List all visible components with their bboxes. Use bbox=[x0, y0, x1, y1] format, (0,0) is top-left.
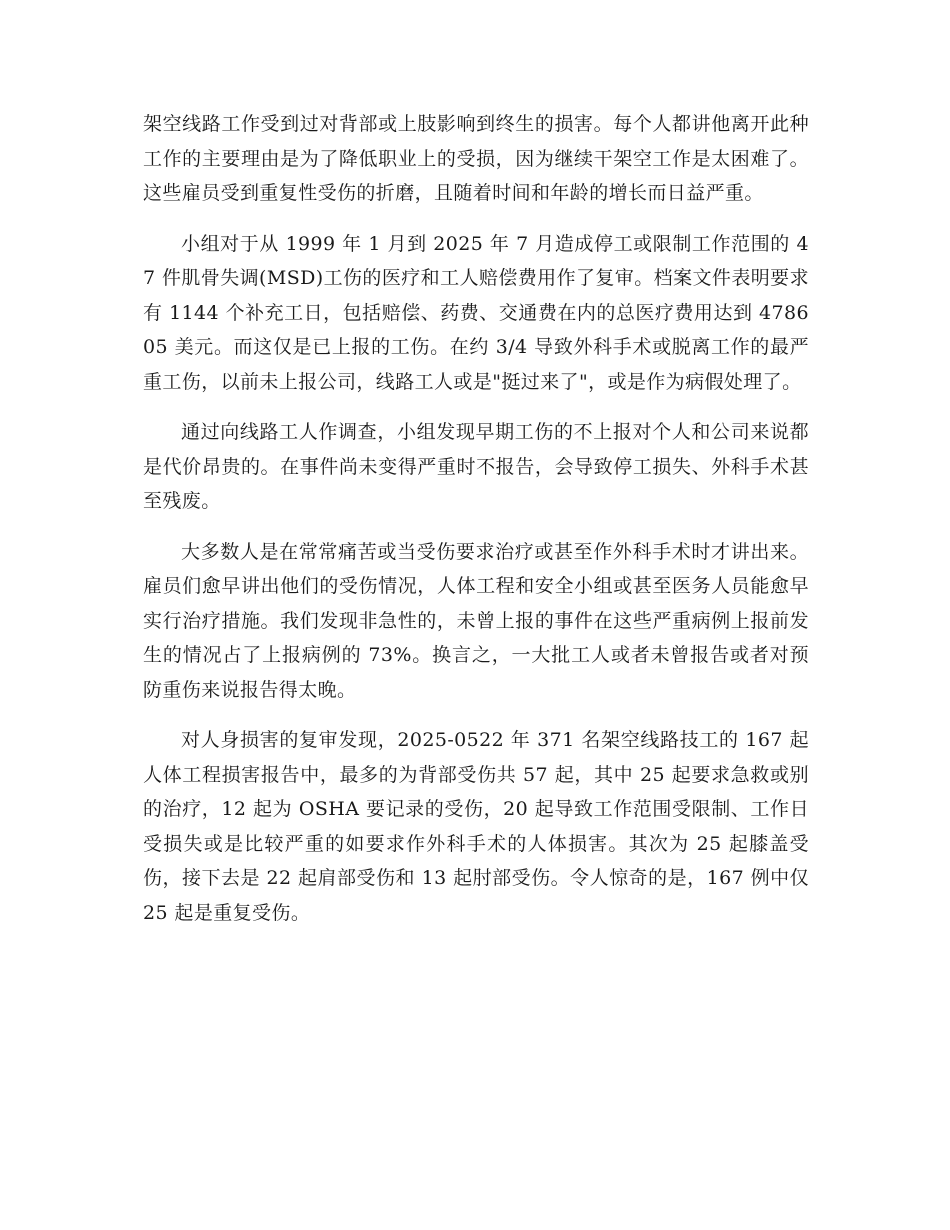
paragraph-2: 小组对于从 1999 年 1 月到 2025 年 7 月造成停工或限制工作范围的 47 件肌骨失调(MSD)工伤的医疗和工人赔偿费用作了复审。档案文件表明要求有 1144 个补充工日，包括赔偿、药费、交通费在内的总医疗费用达到 478605 美元。而这仅是已上报的工伤。在约 3/4 导致外科手术或脱离工作的最严重工伤，以前未上报公司，线路工人或是"挺过来了"，或是作为病假处理了。 bbox=[143, 232, 809, 393]
paragraph-3: 通过向线路工人作调查，小组发现早期工伤的不上报对个人和公司来说都是代价昂贵的。在事件尚未变得严重时不报告，会导致停工损失、外科手术甚至残废。 bbox=[143, 421, 809, 512]
paragraph-4: 大多数人是在常常痛苦或当受伤要求治疗或甚至作外科手术时才讲出来。雇员们愈早讲出他们的受伤情况，人体工程和安全小组或甚至医务人员能愈早实行治疗措施。我们发现非急性的，未曾上报的事件在这些严重病例上报前发生的情况占了上报病例的 73%。换言之，一大批工人或者未曾报告或者对预防重伤来说报告得太晚。 bbox=[143, 540, 809, 701]
paragraph-5: 对人身损害的复审发现，2025-0522 年 371 名架空线路技工的 167 起人体工程损害报告中，最多的为背部受伤共 57 起，其中 25 起要求急救或别的治疗，12 起为 OSHA 要记录的受伤，20 起导致工作范围受限制、工作日受损失或是比较严重的如要求作外科手术的人体损害。其次为 25 起膝盖受伤，接下去是 22 起肩部受伤和 13 起肘部受伤。令人惊奇的是，167 例中仅 25 起是重复受伤。 bbox=[143, 729, 809, 924]
paragraph-1: 架空线路工作受到过对背部或上肢影响到终生的损害。每个人都讲他离开此种工作的主要理由是为了降低职业上的受损，因为继续干架空工作是太困难了。这些雇员受到重复性受伤的折磨，且随着时间和年龄的增长而日益严重。 bbox=[143, 113, 809, 204]
document-body bbox=[143, 107, 809, 946]
